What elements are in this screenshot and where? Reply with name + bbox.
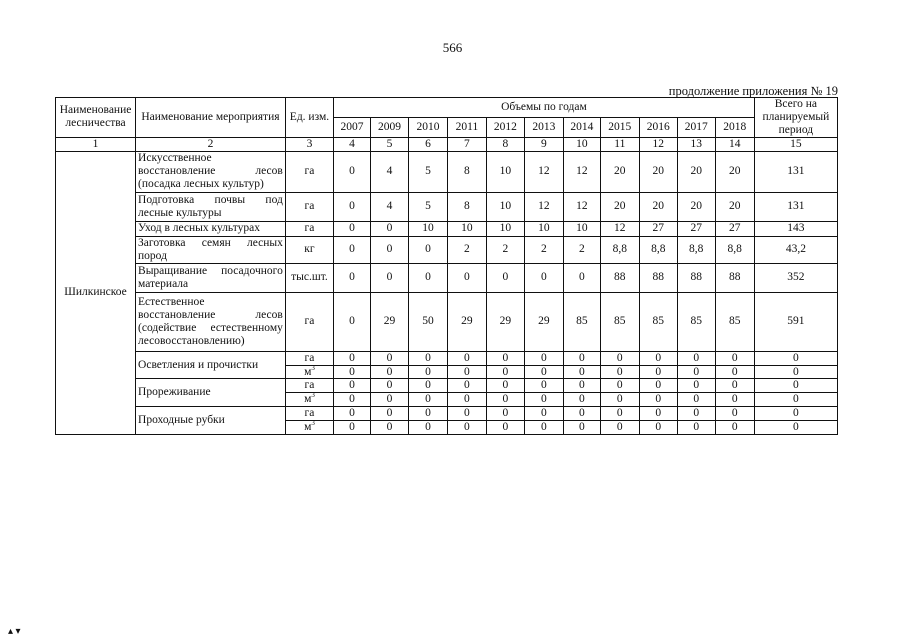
total-cell: 131 <box>754 151 837 192</box>
year-value-cell: 0 <box>334 221 371 236</box>
unit-cell: га <box>285 292 333 351</box>
year-value-cell: 10 <box>486 221 524 236</box>
year-value-cell: 0 <box>408 365 447 379</box>
year-value-cell: 0 <box>486 379 524 393</box>
year-value-cell: 0 <box>600 379 639 393</box>
header-row <box>56 98 838 118</box>
column-numbers-row <box>56 137 838 151</box>
year-value-cell: 0 <box>447 379 486 393</box>
year-value-cell: 8,8 <box>715 236 754 263</box>
year-value-cell: 2 <box>524 236 563 263</box>
year-value-cell: 0 <box>563 351 600 365</box>
table-row <box>56 192 838 221</box>
table-row <box>56 407 838 421</box>
year-value-cell: 0 <box>563 407 600 421</box>
year-value-cell: 10 <box>408 221 447 236</box>
column-number-cell: 3 <box>285 137 333 151</box>
year-value-cell: 0 <box>524 407 563 421</box>
unit-cell: га <box>285 407 333 421</box>
total-cell: 131 <box>754 192 837 221</box>
table-row <box>56 151 838 192</box>
unit-cell: $м^3$ <box>285 393 333 407</box>
year-value-cell: 0 <box>524 393 563 407</box>
year-value-cell: 10 <box>447 221 486 236</box>
header-unit: Ед. изм. <box>285 98 333 138</box>
table-row <box>56 221 838 236</box>
measure-name-cell: Выращивание посадочного материала <box>136 263 286 292</box>
year-value-cell: 0 <box>371 421 409 435</box>
column-number-cell: 4 <box>334 137 371 151</box>
year-value-cell: 0 <box>524 379 563 393</box>
year-value-cell: 12 <box>524 151 563 192</box>
year-value-cell: 20 <box>715 192 754 221</box>
year-value-cell: 0 <box>715 379 754 393</box>
year-value-cell: 0 <box>563 365 600 379</box>
year-value-cell: 0 <box>447 421 486 435</box>
year-value-cell: 0 <box>715 351 754 365</box>
year-value-cell: 20 <box>677 192 715 221</box>
unit-cell: га <box>285 351 333 365</box>
year-value-cell: 0 <box>600 351 639 365</box>
measure-name-cell: Естественное восстановление лесов (содействие естественному лесовосстановлению) <box>136 292 286 351</box>
unit-cell: $м^3$ <box>285 365 333 379</box>
year-value-cell: 27 <box>715 221 754 236</box>
year-cell: 2010 <box>408 117 447 137</box>
year-value-cell: 8,8 <box>639 236 677 263</box>
total-cell: 43,2 <box>754 236 837 263</box>
column-number-cell: 13 <box>677 137 715 151</box>
column-number-cell: 11 <box>600 137 639 151</box>
year-value-cell: 0 <box>447 393 486 407</box>
year-value-cell: 10 <box>486 151 524 192</box>
year-value-cell: 0 <box>447 365 486 379</box>
year-value-cell: 20 <box>639 192 677 221</box>
year-value-cell: 88 <box>715 263 754 292</box>
year-value-cell: 88 <box>639 263 677 292</box>
year-value-cell: 2 <box>486 236 524 263</box>
column-number-cell: 8 <box>486 137 524 151</box>
year-value-cell: 0 <box>486 421 524 435</box>
total-cell: 0 <box>754 379 837 393</box>
measure-name-cell: Заготовка семян лесных пород <box>136 236 286 263</box>
year-value-cell: 0 <box>486 351 524 365</box>
header-volumes-by-year: Объемы по годам <box>334 98 755 118</box>
year-value-cell: 12 <box>524 192 563 221</box>
year-value-cell: 20 <box>600 192 639 221</box>
year-value-cell: 0 <box>447 407 486 421</box>
column-number-cell: 5 <box>371 137 409 151</box>
forestry-name-cell: Шилкинское <box>56 151 136 434</box>
column-number-cell: 9 <box>524 137 563 151</box>
year-value-cell: 0 <box>715 407 754 421</box>
column-number-cell: 2 <box>136 137 286 151</box>
year-cell: 2018 <box>715 117 754 137</box>
year-value-cell: 0 <box>524 421 563 435</box>
unit-cell: $м^3$ <box>285 421 333 435</box>
total-cell: 0 <box>754 421 837 435</box>
year-value-cell: 0 <box>600 421 639 435</box>
measure-name-cell: Проходные рубки <box>136 407 286 435</box>
year-value-cell: 0 <box>563 379 600 393</box>
year-cell: 2016 <box>639 117 677 137</box>
forestry-measures-table <box>55 97 838 435</box>
year-value-cell: 0 <box>600 393 639 407</box>
year-value-cell: 0 <box>639 407 677 421</box>
total-cell: 0 <box>754 393 837 407</box>
year-value-cell: 0 <box>486 365 524 379</box>
column-number-cell: 12 <box>639 137 677 151</box>
year-value-cell: 0 <box>408 236 447 263</box>
total-cell: 352 <box>754 263 837 292</box>
year-value-cell: 8,8 <box>677 236 715 263</box>
unit-cell: га <box>285 221 333 236</box>
year-cell: 2013 <box>524 117 563 137</box>
year-value-cell: 0 <box>563 421 600 435</box>
year-value-cell: 0 <box>334 263 371 292</box>
year-cell: 2011 <box>447 117 486 137</box>
year-value-cell: 0 <box>524 351 563 365</box>
unit-cell: кг <box>285 236 333 263</box>
year-value-cell: 0 <box>334 379 371 393</box>
year-value-cell: 0 <box>371 236 409 263</box>
measure-name-cell: Искусственное восстановление лесов (посадка лесных культур) <box>136 151 286 192</box>
year-value-cell: 27 <box>677 221 715 236</box>
unit-cell: га <box>285 379 333 393</box>
scan-mark: ▴ ▾ <box>8 626 21 637</box>
year-value-cell: 0 <box>486 407 524 421</box>
year-value-cell: 0 <box>334 393 371 407</box>
year-value-cell: 0 <box>334 421 371 435</box>
year-value-cell: 0 <box>563 393 600 407</box>
year-value-cell: 2 <box>447 236 486 263</box>
year-value-cell: 0 <box>639 351 677 365</box>
year-value-cell: 0 <box>677 365 715 379</box>
year-value-cell: 0 <box>715 393 754 407</box>
measure-name-cell: Уход в лесных культурах <box>136 221 286 236</box>
year-value-cell: 0 <box>334 151 371 192</box>
year-value-cell: 0 <box>371 393 409 407</box>
year-value-cell: 0 <box>563 263 600 292</box>
year-value-cell: 0 <box>371 351 409 365</box>
year-value-cell: 27 <box>639 221 677 236</box>
table-row <box>56 351 838 365</box>
year-value-cell: 29 <box>447 292 486 351</box>
year-value-cell: 0 <box>334 236 371 263</box>
year-value-cell: 5 <box>408 192 447 221</box>
year-value-cell: 88 <box>600 263 639 292</box>
measure-name-cell: Подготовка почвы под лесные культуры <box>136 192 286 221</box>
year-value-cell: 29 <box>486 292 524 351</box>
table-row <box>56 263 838 292</box>
unit-cell: га <box>285 192 333 221</box>
year-cell: 2007 <box>334 117 371 137</box>
column-number-cell: 1 <box>56 137 136 151</box>
year-value-cell: 0 <box>371 407 409 421</box>
measure-name-cell: Прореживание <box>136 379 286 407</box>
year-value-cell: 0 <box>447 351 486 365</box>
year-value-cell: 0 <box>486 263 524 292</box>
column-number-cell: 7 <box>447 137 486 151</box>
year-value-cell: 85 <box>715 292 754 351</box>
year-value-cell: 0 <box>715 421 754 435</box>
year-value-cell: 10 <box>486 192 524 221</box>
year-value-cell: 0 <box>334 365 371 379</box>
year-value-cell: 0 <box>677 393 715 407</box>
year-value-cell: 0 <box>371 221 409 236</box>
year-value-cell: 0 <box>408 421 447 435</box>
year-value-cell: 0 <box>524 263 563 292</box>
year-value-cell: 88 <box>677 263 715 292</box>
year-value-cell: 4 <box>371 151 409 192</box>
year-value-cell: 20 <box>715 151 754 192</box>
year-value-cell: 85 <box>563 292 600 351</box>
year-value-cell: 85 <box>600 292 639 351</box>
year-value-cell: 2 <box>563 236 600 263</box>
year-value-cell: 0 <box>408 263 447 292</box>
header-measure: Наименование мероприятия <box>136 98 286 138</box>
column-number-cell: 10 <box>563 137 600 151</box>
year-value-cell: 0 <box>371 379 409 393</box>
year-value-cell: 0 <box>408 407 447 421</box>
year-cell: 2017 <box>677 117 715 137</box>
total-cell: 591 <box>754 292 837 351</box>
measure-name-cell: Осветления и прочистки <box>136 351 286 379</box>
column-number-cell: 14 <box>715 137 754 151</box>
year-value-cell: 12 <box>600 221 639 236</box>
year-value-cell: 0 <box>524 365 563 379</box>
year-value-cell: 0 <box>408 379 447 393</box>
year-value-cell: 0 <box>408 351 447 365</box>
column-number-cell: 6 <box>408 137 447 151</box>
year-value-cell: 0 <box>371 263 409 292</box>
year-value-cell: 85 <box>677 292 715 351</box>
total-cell: 0 <box>754 365 837 379</box>
year-value-cell: 10 <box>563 221 600 236</box>
year-value-cell: 8,8 <box>600 236 639 263</box>
table-row <box>56 379 838 393</box>
unit-cell: га <box>285 151 333 192</box>
year-value-cell: 4 <box>371 192 409 221</box>
year-value-cell: 0 <box>677 421 715 435</box>
year-value-cell: 20 <box>677 151 715 192</box>
year-value-cell: 20 <box>639 151 677 192</box>
year-value-cell: 0 <box>639 393 677 407</box>
year-value-cell: 0 <box>639 379 677 393</box>
year-value-cell: 0 <box>486 393 524 407</box>
year-value-cell: 0 <box>639 365 677 379</box>
total-cell: 0 <box>754 407 837 421</box>
year-value-cell: 0 <box>408 393 447 407</box>
year-value-cell: 0 <box>600 407 639 421</box>
total-cell: 143 <box>754 221 837 236</box>
year-value-cell: 0 <box>677 351 715 365</box>
year-value-cell: 10 <box>524 221 563 236</box>
header-forestry: Наименование лесничества <box>56 98 136 138</box>
table-row <box>56 236 838 263</box>
header-total: Всего на планируемый период <box>754 98 837 138</box>
year-value-cell: 20 <box>600 151 639 192</box>
unit-cell: тыс.шт. <box>285 263 333 292</box>
table-row <box>56 292 838 351</box>
year-value-cell: 0 <box>677 379 715 393</box>
year-value-cell: 0 <box>371 365 409 379</box>
year-value-cell: 0 <box>639 421 677 435</box>
year-value-cell: 8 <box>447 151 486 192</box>
year-value-cell: 0 <box>334 192 371 221</box>
year-value-cell: 29 <box>524 292 563 351</box>
year-value-cell: 29 <box>371 292 409 351</box>
appendix-continuation-note: продолжение приложения № 19 <box>668 84 838 98</box>
year-cell: 2009 <box>371 117 409 137</box>
year-cell: 2015 <box>600 117 639 137</box>
year-value-cell: 0 <box>334 407 371 421</box>
year-value-cell: 8 <box>447 192 486 221</box>
total-cell: 0 <box>754 351 837 365</box>
year-value-cell: 0 <box>715 365 754 379</box>
column-number-cell: 15 <box>754 137 837 151</box>
year-value-cell: 12 <box>563 192 600 221</box>
year-value-cell: 5 <box>408 151 447 192</box>
year-value-cell: 50 <box>408 292 447 351</box>
year-value-cell: 0 <box>334 292 371 351</box>
year-value-cell: 0 <box>677 407 715 421</box>
year-value-cell: 12 <box>563 151 600 192</box>
year-value-cell: 0 <box>334 351 371 365</box>
page-number: 566 <box>442 40 463 55</box>
year-cell: 2014 <box>563 117 600 137</box>
year-value-cell: 0 <box>600 365 639 379</box>
year-cell: 2012 <box>486 117 524 137</box>
year-value-cell: 85 <box>639 292 677 351</box>
year-value-cell: 0 <box>447 263 486 292</box>
